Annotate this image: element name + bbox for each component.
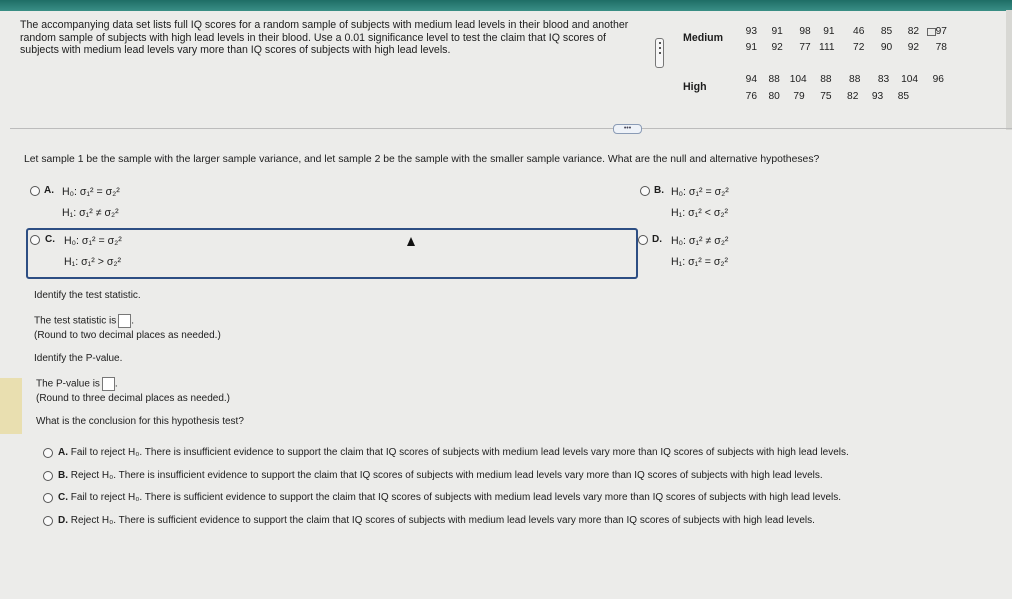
conclusion-b-text: Reject H₀. There is insufficient evidence to support the claim that IQ scores of subjects with medium lead levels vary more than IQ scores of subjects with high lead levels. [70,470,823,481]
option-a-h0: H₀: σ₁² = σ₂² [62,186,120,198]
conclusion-c [58,492,841,503]
table-cell: 91 [745,42,757,53]
option-a-h1: H₁: σ₁² ≠ σ₂² [62,207,119,219]
mouse-cursor-icon [407,237,415,246]
high-label: High [683,81,707,93]
stat-prompt-row: The test statistic is . [34,315,135,327]
table-cell: 98 [799,26,811,37]
option-c-label: C. [45,234,55,245]
table-cell: 79 [793,91,805,102]
problem-text: The accompanying data set lists full IQ scores for a random sample of subjects with medium lead levels in their blood and another random sample of subjects with high lead levels in their blood. Use a 0.01 significance level to test the claim that IQ scores of subjects with medium lead levels vary more than IQ scores of subjects with high lead levels. [20,19,629,57]
conclusion-d-text: Reject H₀. There is sufficient evidence to support the claim that IQ scores of subjects with medium lead levels vary more than IQ scores of subjects with high lead levels. [70,515,815,526]
table-cell: 90 [880,42,893,53]
table-cell: 85 [880,26,893,37]
high-row-1 [740,74,944,85]
table-cell: 80 [768,91,780,102]
conclusion-a [58,447,849,458]
table-cell: 78 [935,42,947,53]
table-cell: 97 [935,26,947,37]
option-a-label: A. [44,185,54,196]
conclusion-b-label: B. [58,470,68,481]
high-row-2 [740,91,909,102]
top-bar [0,0,1012,11]
identify-p-heading: Identify the P-value. [34,353,123,364]
table-cell: 76 [745,91,757,102]
option-d-h1: H₁: σ₁² = σ₂² [671,256,729,268]
option-c-h0: H₀: σ₁² = σ₂² [64,235,122,247]
medium-row-1 [740,26,947,37]
table-cell: 46 [853,26,865,37]
left-highlight-bar [0,378,22,434]
conclusion-b [58,470,823,481]
p-prompt-row: The P-value is . [36,378,118,390]
option-b-h0: H₀: σ₁² = σ₂² [671,186,729,198]
p-round-hint: (Round to three decimal places as needed.) [36,393,231,404]
conclusion-d [58,515,815,526]
table-cell: 75 [820,91,832,102]
stat-round-hint: (Round to two decimal places as needed.) [34,330,221,341]
table-cell: 83 [877,74,890,85]
table-cell: 104 [789,74,807,85]
conclusion-question: What is the conclusion for this hypothesis test? [36,416,244,427]
test-statistic-input[interactable] [118,314,131,328]
question-text: Let sample 1 be the sample with the larger sample variance, and let sample 2 be the sample with the smaller sample variance. What are the null and alternative hypotheses? [24,154,820,165]
conclusion-c-label: C. [58,492,68,503]
stat-prompt: The test statistic is [34,315,117,327]
radio-conclusion-d[interactable] [43,516,53,526]
conclusion-c-text: Fail to reject H₀. There is sufficient evidence to support the claim that IQ scores of subjects with medium lead levels vary more than IQ scores of subjects with high lead levels. [70,492,842,503]
table-cell: 85 [897,91,910,102]
table-cell: 94 [745,74,757,85]
radio-conclusion-a[interactable] [43,448,53,458]
radio-option-a[interactable] [30,186,40,196]
p-value-input[interactable] [102,377,115,391]
radio-option-c[interactable] [30,235,40,245]
option-c-h1: H₁: σ₁² > σ₂² [64,256,122,268]
table-cell: 92 [907,42,920,53]
radio-option-b[interactable] [640,186,650,196]
medium-label: Medium [683,32,724,44]
radio-option-d[interactable] [638,235,648,245]
scrollbar[interactable] [1006,10,1012,130]
conclusion-a-label: A. [58,447,68,458]
table-cell: 92 [771,42,783,53]
table-cell: 111 [819,42,835,53]
conclusion-a-text: Fail to reject H₀. There is insufficient evidence to support the claim that IQ scores of subjects with medium lead levels vary more than IQ scores of subjects with high lead levels. [70,447,849,458]
option-d-h0: H₀: σ₁² ≠ σ₂² [671,235,729,247]
table-cell: 96 [932,74,944,85]
conclusion-d-label: D. [58,515,68,526]
table-cell: 93 [745,26,757,37]
radio-conclusion-b[interactable] [43,471,53,481]
table-cell: 91 [771,26,783,37]
table-cell: 72 [853,42,865,53]
table-cell: 88 [768,74,780,85]
table-cell: 82 [907,26,920,37]
option-b-h1: H₁: σ₁² < σ₂² [671,207,729,219]
table-cell: 88 [820,74,832,85]
identify-stat-heading: Identify the test statistic. [34,290,141,301]
option-b-label: B. [654,185,664,196]
option-d-label: D. [652,234,662,245]
table-cell: 82 [847,91,859,102]
radio-conclusion-c[interactable] [43,493,53,503]
table-cell: 91 [823,26,835,37]
table-cell: 88 [849,74,861,85]
section-divider [10,128,1012,129]
more-button[interactable]: ••• [613,124,642,134]
drag-handle[interactable] [655,38,664,68]
copy-icon[interactable] [927,28,936,36]
p-prompt: The P-value is [36,378,100,390]
medium-row-2 [740,42,947,53]
table-cell: 93 [871,91,884,102]
table-cell: 77 [799,42,811,53]
table-cell: 104 [901,74,919,85]
